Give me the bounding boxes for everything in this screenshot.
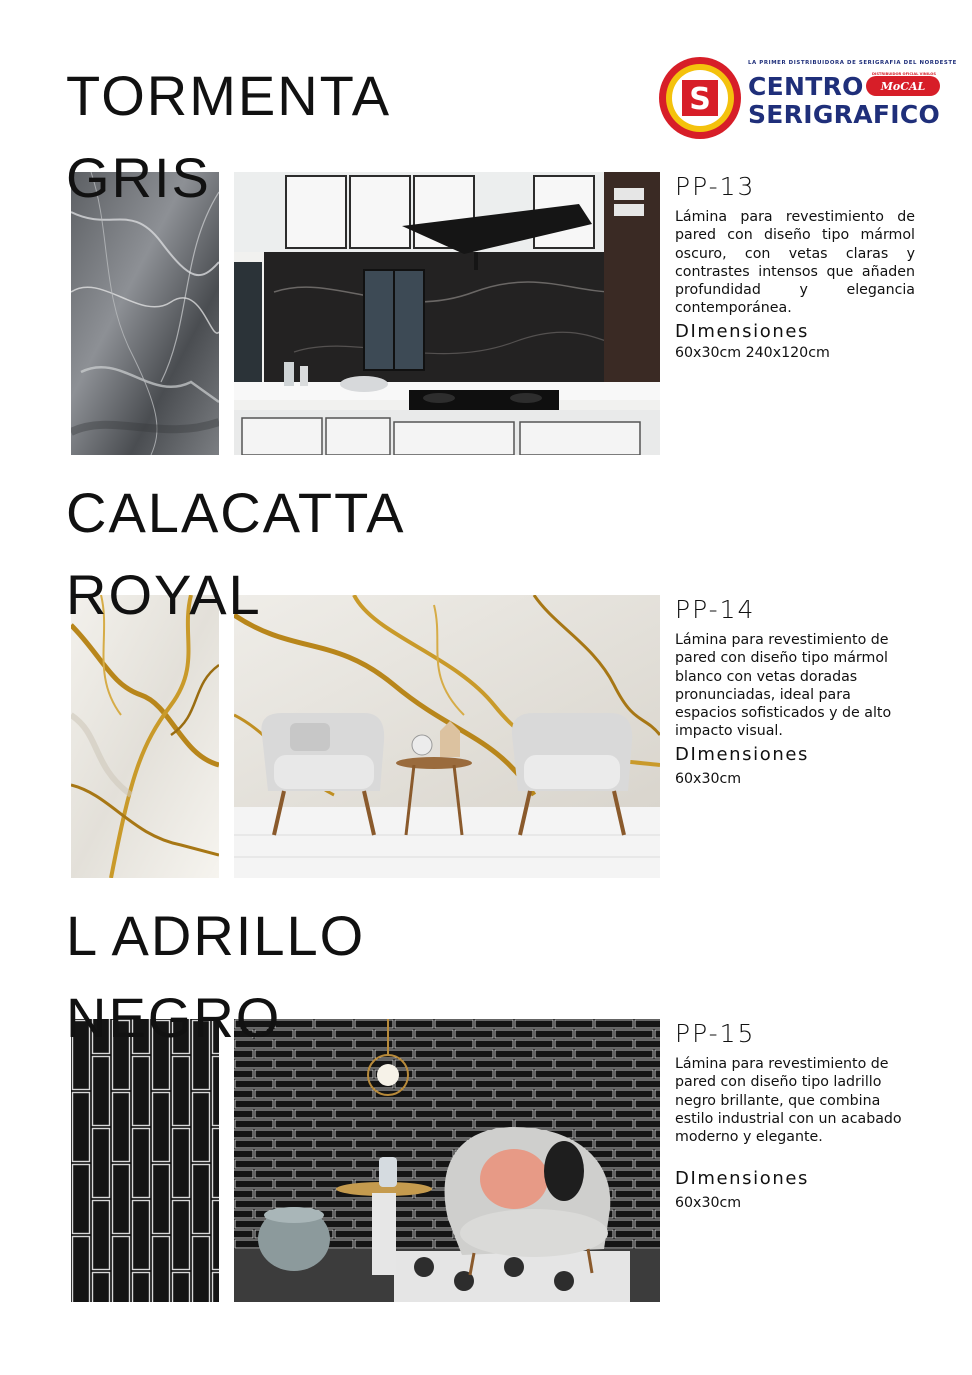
product-title-line2: ROYAL <box>66 563 262 626</box>
logo-name-line2: SERIGRAFICO <box>748 100 941 129</box>
dimensions-value: 60x30cm <box>675 1195 742 1211</box>
logo-tagline: LA PRIMER DISTRIBUIDORA DE SERIGRAFIA DEL NORDESTE <box>748 60 957 66</box>
logo-name-line1: CENTRO <box>748 72 864 101</box>
dimensions-value: 60x30cm 240x120cm <box>675 345 830 361</box>
black-brick-swatch <box>71 1019 219 1302</box>
logo-partner-note: DISTRIBUIDOR OFICIAL VINILOS <box>872 72 936 76</box>
product-code: PP-15 <box>675 1019 756 1048</box>
product-code: PP-14 <box>675 595 756 624</box>
logo-emblem-letter: S <box>689 82 711 117</box>
product-title-line1: L ADRILLO <box>66 904 366 967</box>
kitchen-scene <box>234 172 660 455</box>
logo-emblem-icon <box>658 56 742 140</box>
product-title-line1: TORMENTA <box>66 64 392 127</box>
armchair-scene <box>234 1019 660 1302</box>
lounge-armchairs-scene <box>234 595 660 878</box>
dimensions-value: 60x30cm <box>675 771 742 787</box>
gold-marble-swatch <box>71 595 219 878</box>
product-title-line1: CALACATTA <box>66 481 406 544</box>
product-code: PP-13 <box>675 172 756 201</box>
product-description: Lámina para revestimiento de pared con diseño tipo mármol blanco con vetas doradas pronunciadas, ideal para espacios sofisticados y de alto impacto visual. <box>675 632 892 740</box>
product-description: Lámina para revestimiento de pared con diseño tipo mármol oscuro, con vetas claras y contrastes intensos que añaden profundidad y elegancia contemporánea. <box>675 209 915 317</box>
logo-partner-badge: MoCAL <box>866 76 940 96</box>
dimensions-label: DImensiones <box>675 744 810 765</box>
dimensions-label: DImensiones <box>675 1168 810 1189</box>
dimensions-label: DImensiones <box>675 321 810 342</box>
product-title-line2: GRIS <box>66 146 211 209</box>
brand-logo <box>658 56 957 140</box>
product-title-line2: NEGRO <box>66 986 282 1049</box>
product-description: Lámina para revestimiento de pared con diseño tipo ladrillo negro brillante, que combina estilo industrial con un acabado moderno y elegante. <box>675 1056 902 1146</box>
